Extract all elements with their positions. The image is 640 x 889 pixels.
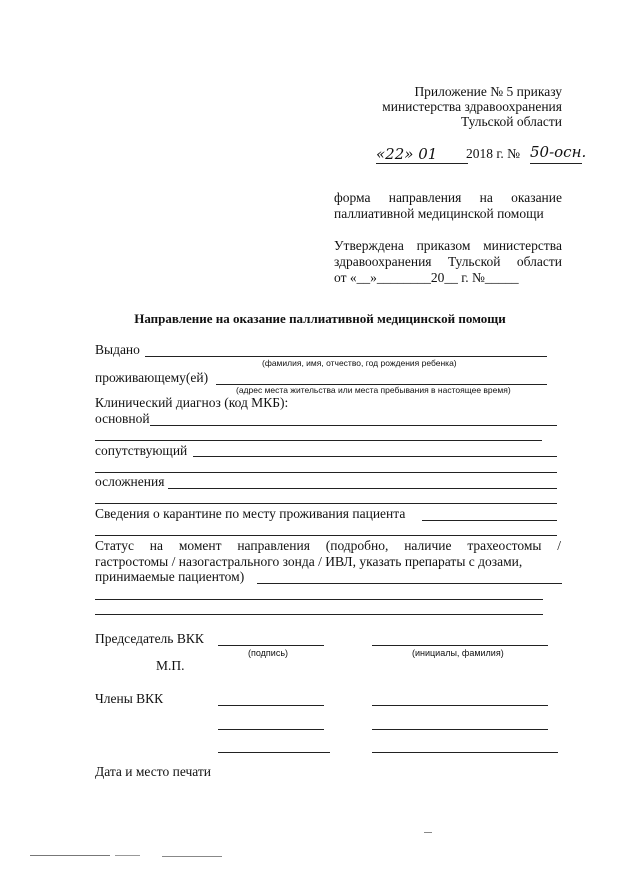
- scan-artifact-line-2: [115, 855, 140, 856]
- concomitant-line: [193, 456, 557, 457]
- status-extra-line-2: [95, 614, 543, 615]
- chairman-label: Председатель ВКК: [95, 631, 204, 646]
- chairman-signature-line: [218, 645, 324, 646]
- quarantine-label: Сведения о карантине по месту проживания пациента: [95, 506, 406, 521]
- form-note-line-1: форма направления на оказание: [334, 190, 562, 205]
- complications-line: [168, 488, 557, 489]
- appendix-line-3: Тульской области: [461, 114, 562, 129]
- status-line-2: гастростомы / назогастрального зонда / ИВЛ, указать препараты с дозами,: [95, 554, 523, 569]
- issued-hint: (фамилия, имя, отчество, год рождения ребенка): [262, 358, 457, 368]
- main-diagnosis-line-2: [95, 440, 542, 441]
- member-3-signature-line: [218, 752, 330, 753]
- scan-artifact-dash: [424, 832, 432, 833]
- order-date-year: 2018 г. №: [466, 146, 521, 161]
- approved-line-3: от «__»________20__ г. №_____: [334, 270, 519, 285]
- concomitant-line-2: [95, 472, 557, 473]
- issued-line: [145, 356, 547, 357]
- status-line-1: Статус на момент направления (подробно, наличие трахеостомы /: [95, 538, 561, 553]
- order-number-underline: [530, 163, 582, 164]
- chairman-initials-line: [372, 645, 548, 646]
- complications-label: осложнения: [95, 474, 165, 489]
- member-3-initials-line: [372, 752, 558, 753]
- members-label: Члены ВКК: [95, 691, 164, 706]
- concomitant-label: сопутствующий: [95, 443, 188, 458]
- approved-line-1: Утверждена приказом министерства: [334, 238, 562, 253]
- quarantine-line: [422, 520, 557, 521]
- diagnosis-label: Клинический диагноз (код МКБ):: [95, 395, 289, 410]
- stamp-label: М.П.: [156, 658, 185, 673]
- main-diagnosis-label: основной: [95, 411, 150, 426]
- member-2-initials-line: [372, 729, 548, 730]
- member-1-initials-line: [372, 705, 548, 706]
- residing-hint: (адрес места жительства или места пребывания в настоящее время): [236, 385, 511, 395]
- status-line-3: принимаемые пациентом): [95, 569, 245, 584]
- appendix-line-2: министерства здравоохранения: [382, 99, 562, 114]
- date-place-label: Дата и место печати: [95, 764, 212, 779]
- scan-artifact-line-1: [30, 855, 110, 856]
- member-2-signature-line: [218, 729, 324, 730]
- date-underline: [376, 163, 468, 164]
- member-1-signature-line: [218, 705, 324, 706]
- initials-hint: (инициалы, фамилия): [412, 648, 504, 658]
- scan-artifact-line-3: [162, 856, 222, 857]
- status-extra-line-1: [95, 599, 543, 600]
- order-number: 50-осн.: [530, 143, 587, 161]
- signature-hint: (подпись): [248, 648, 289, 658]
- residing-label: проживающему(ей): [95, 370, 209, 385]
- quarantine-line-2: [95, 535, 557, 536]
- form-note-line-2: паллиативной медицинской помощи: [334, 206, 544, 221]
- complications-line-2: [95, 503, 557, 504]
- main-diagnosis-line: [150, 425, 557, 426]
- document-title: Направление на оказание паллиативной медицинской помощи: [134, 311, 506, 326]
- approved-line-2: здравоохранения Тульской области: [334, 254, 562, 269]
- status-line: [257, 583, 562, 584]
- appendix-line-1: Приложение № 5 приказу: [414, 84, 562, 99]
- issued-label: Выдано: [95, 342, 140, 357]
- order-date-day: «22» 01: [376, 145, 438, 163]
